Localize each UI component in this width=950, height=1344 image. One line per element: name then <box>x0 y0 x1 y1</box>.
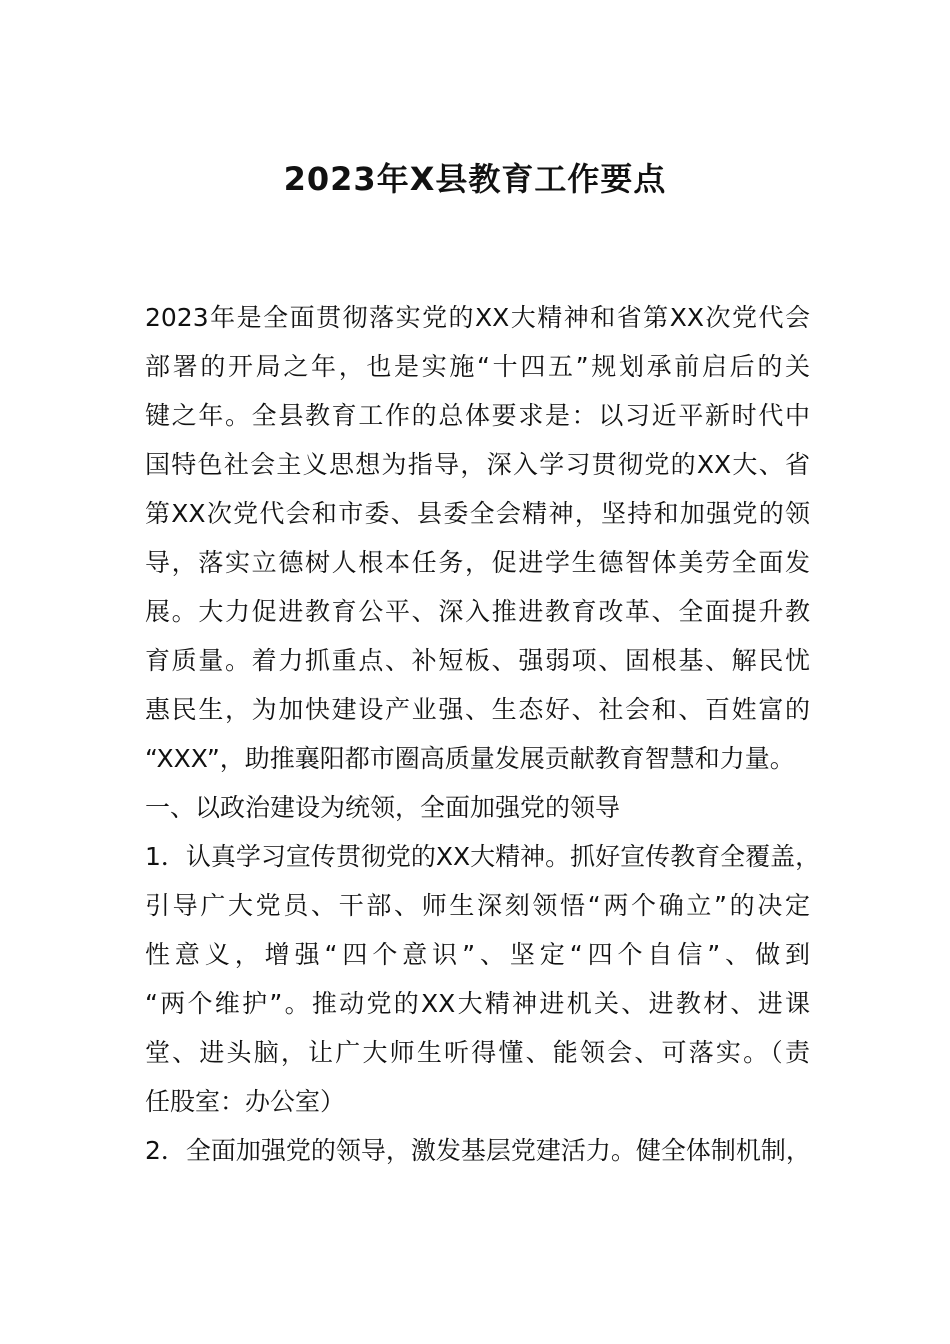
body-line: 1．认真学习宣传贯彻党的XX大精神。抓好宣传教育全覆盖， <box>145 842 821 871</box>
body-line: 键之年。全县教育工作的总体要求是：以习近平新时代中 <box>145 401 810 430</box>
body-line: 堂、进头脑，让广大师生听得懂、能领会、可落实。（责 <box>145 1038 810 1067</box>
body-line: “XXX”，助推襄阳都市圈高质量发展贡献教育智慧和力量。 <box>145 744 795 773</box>
body-line: 惠民生，为加快建设产业强、生态好、社会和、百姓富的 <box>145 695 810 724</box>
body-line: 展。大力促进教育公平、深入推进教育改革、全面提升教 <box>145 597 810 626</box>
body-line: 2023年是全面贯彻落实党的XX大精神和省第XX次党代会 <box>145 303 810 332</box>
body-line: 国特色社会主义思想为指导，深入学习贯彻党的XX大、省 <box>145 450 810 479</box>
body-line: 性意义，增强“四个意识”、坚定“四个自信”、做到 <box>145 940 810 969</box>
body-line: 育质量。着力抓重点、补短板、强弱项、固根基、解民忧 <box>145 646 810 675</box>
document-title: 2023年X县教育工作要点 <box>283 160 667 198</box>
body-line: 导，落实立德树人根本任务，促进学生德智体美劳全面发 <box>145 548 810 577</box>
section-heading: 一、以政治建设为统领，全面加强党的领导 <box>145 793 621 822</box>
body-line: 部署的开局之年，也是实施“十四五”规划承前启后的关 <box>145 352 810 381</box>
body-line: 2．全面加强党的领导，激发基层党建活力。健全体制机制， <box>145 1136 811 1165</box>
body-line: 引导广大党员、干部、师生深刻领悟“两个确立”的决定 <box>145 891 810 920</box>
body-line: 第XX次党代会和市委、县委全会精神，坚持和加强党的领 <box>145 499 810 528</box>
body-line: “两个维护”。推动党的XX大精神进机关、进教材、进课 <box>145 989 810 1018</box>
body-line: 任股室：办公室） <box>145 1087 346 1116</box>
document-body <box>145 293 821 1175</box>
